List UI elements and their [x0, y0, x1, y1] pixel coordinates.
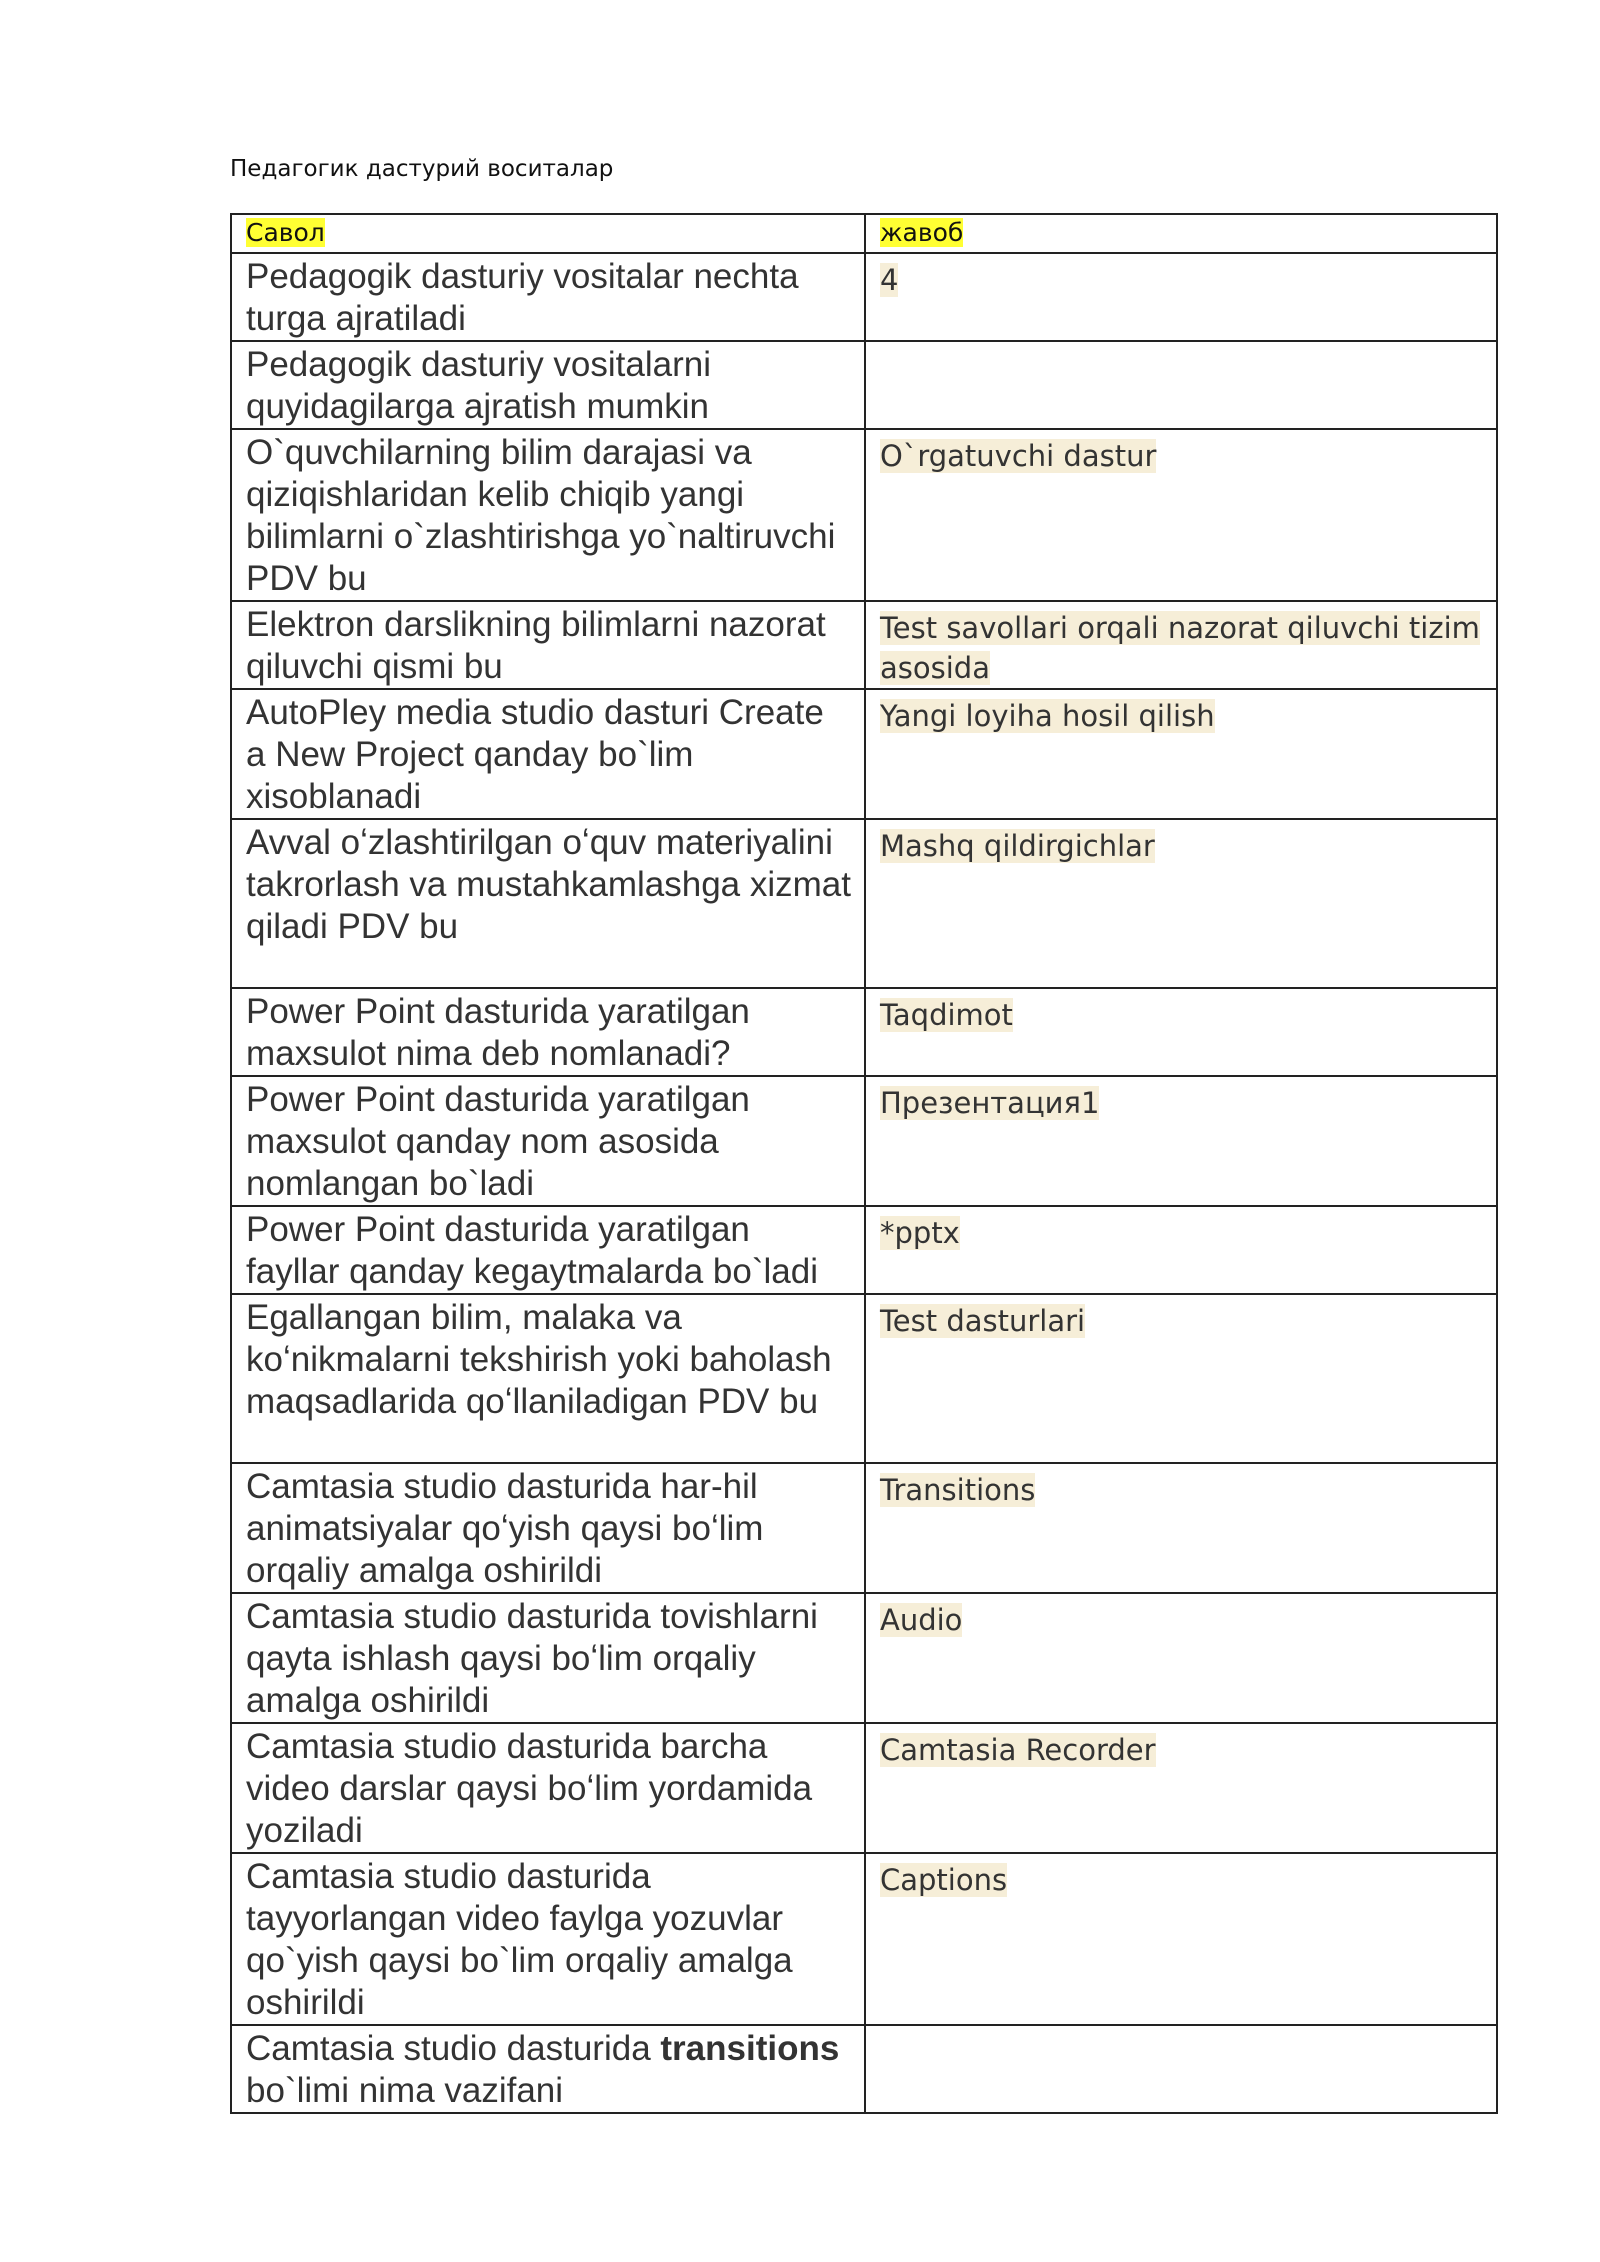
answer-cell	[865, 819, 1497, 988]
document-title: Педагогик дастурий воситалар	[230, 156, 614, 182]
header-question-cell	[231, 214, 865, 253]
answer-text: Yangi loyiha hosil qilish	[880, 699, 1215, 733]
table-row	[231, 1853, 1497, 2025]
answer-text: Transitions	[880, 1473, 1036, 1507]
answer-text: O`rgatuvchi dastur	[880, 439, 1157, 473]
question-cell: Elektron darslikning bilimlarni nazorat qiluvchi qismi bu	[231, 601, 865, 689]
answer-text: Mashq qildirgichlar	[880, 829, 1155, 863]
question-cell: Camtasia studio dasturida har-hil animatsiyalar qoʻyish qaysi boʻlim orqaliy amalga oshirildi	[231, 1463, 865, 1593]
question-cell: Pedagogik dasturiy vositalar nechta turga ajratiladi	[231, 253, 865, 341]
table-row	[231, 1206, 1497, 1294]
question-cell: Power Point dasturida yaratilgan maxsulot nima deb nomlanadi?	[231, 988, 865, 1076]
answer-text: Captions	[880, 1863, 1008, 1897]
question-cell: Egallangan bilim, malaka va koʻnikmalarni tekshirish yoki baholash maqsadlarida qoʻllaniladigan PDV bu	[231, 1294, 865, 1463]
question-cell: Avval oʻzlashtirilgan oʻquv materiyalini takrorlash va mustahkamlashga xizmat qiladi PDV bu	[231, 819, 865, 988]
answer-text: *pptx	[880, 1216, 960, 1250]
answer-cell	[865, 988, 1497, 1076]
answer-cell	[865, 2025, 1497, 2113]
question-text-post: bo`limi nima vazifani	[246, 2071, 564, 2110]
answer-cell	[865, 1593, 1497, 1723]
table-row	[231, 341, 1497, 429]
answer-cell	[865, 1076, 1497, 1206]
table-row	[231, 689, 1497, 819]
table-row	[231, 2025, 1497, 2113]
question-cell: O`quvchilarning bilim darajasi va qiziqishlaridan kelib chiqib yangi bilimlarni o`zlashtirishga yo`naltiruvchi PDV bu	[231, 429, 865, 601]
answer-cell	[865, 1853, 1497, 2025]
answer-cell	[865, 253, 1497, 341]
question-text-pre: Camtasia studio dasturida	[246, 2029, 661, 2068]
answer-cell	[865, 1294, 1497, 1463]
answer-cell	[865, 1723, 1497, 1853]
question-cell: AutoPley media studio dasturi Create a New Project qanday bo`lim xisoblanadi	[231, 689, 865, 819]
answer-cell	[865, 601, 1497, 689]
table-row	[231, 1076, 1497, 1206]
answer-text: Camtasia Recorder	[880, 1733, 1156, 1767]
table-row	[231, 988, 1497, 1076]
question-cell: Camtasia studio dasturida tovishlarni qayta ishlash qaysi boʻlim orqaliy amalga oshirildi	[231, 1593, 865, 1723]
table-row	[231, 819, 1497, 988]
question-cell: Power Point dasturida yaratilgan maxsulot qanday nom asosida nomlangan bo`ladi	[231, 1076, 865, 1206]
table-row	[231, 1294, 1497, 1463]
answer-text: Taqdimot	[880, 998, 1013, 1032]
answer-cell	[865, 1463, 1497, 1593]
answer-cell	[865, 341, 1497, 429]
question-cell: Camtasia studio dasturida barcha video darslar qaysi boʻlim yordamida yoziladi	[231, 1723, 865, 1853]
answer-text: Audio	[880, 1603, 963, 1637]
table-header-row	[231, 214, 1497, 253]
question-cell: Power Point dasturida yaratilgan fayllar qanday kegaytmalarda bo`ladi	[231, 1206, 865, 1294]
table-row	[231, 601, 1497, 689]
answer-text: 4	[880, 263, 899, 297]
answer-text: Test savollari orqali nazorat qiluvchi tizim asosida	[880, 611, 1480, 685]
table-row	[231, 253, 1497, 341]
table-row	[231, 1463, 1497, 1593]
answer-cell	[865, 429, 1497, 601]
answer-text: Test dasturlari	[880, 1304, 1086, 1338]
question-cell: Pedagogik dasturiy vositalarni quyidagilarga ajratish mumkin	[231, 341, 865, 429]
table-row	[231, 1723, 1497, 1853]
header-answer-label: жавоб	[880, 218, 964, 247]
question-cell	[231, 2025, 865, 2113]
header-answer-cell	[865, 214, 1497, 253]
answer-cell	[865, 689, 1497, 819]
question-cell: Camtasia studio dasturida tayyorlangan video faylga yozuvlar qo`yish qaysi bo`lim orqaliy amalga oshirildi	[231, 1853, 865, 2025]
header-question-label: Савол	[246, 218, 325, 247]
table-row	[231, 429, 1497, 601]
table-row	[231, 1593, 1497, 1723]
answer-text: Презентация1	[880, 1086, 1100, 1120]
answer-cell	[865, 1206, 1497, 1294]
qa-table	[230, 213, 1498, 2114]
question-text-bold: transitions	[660, 2029, 840, 2068]
